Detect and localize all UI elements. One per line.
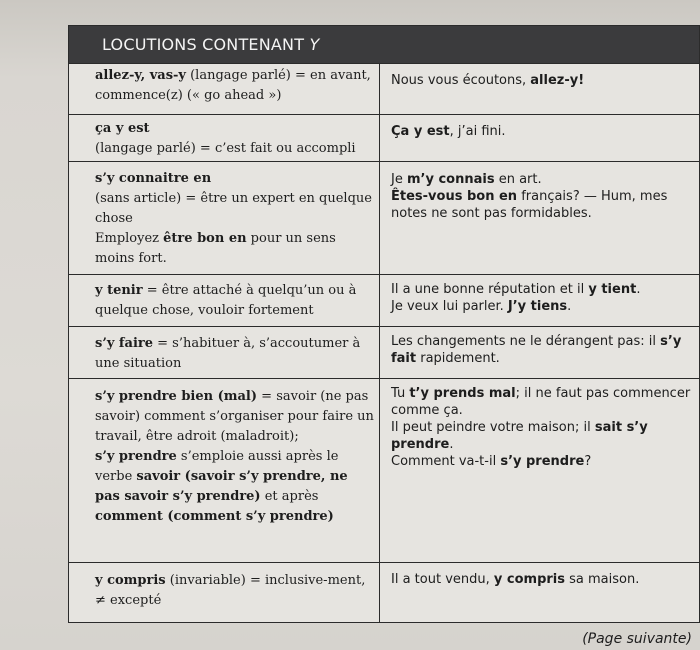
example-text: . (567, 299, 572, 314)
example-highlight: s’y prendre (500, 454, 585, 469)
expression-term: y compris (95, 573, 166, 588)
example-highlight: s’y fait (391, 334, 682, 366)
expression-cell (95, 66, 377, 106)
expression-cell (95, 334, 377, 374)
table-header (69, 26, 699, 63)
example-highlight: m’y connais (406, 172, 495, 187)
expression-cell (95, 281, 377, 321)
expression-cell (95, 571, 377, 611)
table-row (69, 378, 699, 562)
example-cell (391, 281, 691, 315)
expression-definition: (invariable) = inclusive-ment, ≠ excepté (95, 573, 366, 608)
expression-definition: = savoir (ne pas savoir) comment s’organiser pour faire un travail, être adroit (maladroit); (95, 389, 374, 444)
example-cell (391, 72, 691, 89)
example-highlight: y tient (588, 282, 637, 297)
example-text: Il a une bonne réputation et il (391, 282, 589, 297)
expression-note: et après (260, 489, 319, 504)
example-text: Comment va-t-il (391, 454, 501, 469)
example-text: Je (391, 172, 407, 187)
expression-note-term: comment (comment s’y prendre) (95, 509, 334, 524)
expression-term: ça y est (95, 121, 150, 136)
table-row (69, 63, 699, 114)
table-row (69, 161, 699, 274)
expression-note: Employez (95, 231, 164, 246)
example-text: ; il ne faut pas commencer comme ça. (391, 386, 691, 418)
example-cell (391, 385, 691, 470)
example-text: sa maison. (564, 572, 640, 587)
example-highlight: allez-y! (530, 73, 585, 88)
example-text: Nous vous écoutons, (391, 73, 531, 88)
example-text: Tu (391, 386, 410, 401)
expression-note-end: pour un sens moins fort. (95, 231, 336, 266)
example-text: en art. (494, 172, 542, 187)
example-cell (391, 333, 691, 367)
header-title-y: Y (309, 35, 320, 54)
expression-definition: (langage parlé) = c’est fait ou accompli (95, 141, 356, 156)
expression-cell (95, 119, 377, 159)
table-row (69, 562, 699, 623)
table-row (69, 274, 699, 326)
example-highlight: sait s’y prendre (391, 420, 648, 452)
example-highlight: y compris (493, 572, 565, 587)
example-cell (391, 171, 691, 222)
example-cell (391, 571, 691, 588)
locutions-table (68, 25, 700, 623)
expression-note-term: être bon en (163, 231, 247, 246)
expression-term: s’y connaitre en (95, 171, 212, 186)
expression-cell (95, 169, 377, 269)
expression-definition: (langage parlé) = en avant, commence(z) (« go ahead ») (95, 68, 371, 103)
expression-definition: = s’habituer à, s’accoutumer à une situation (95, 336, 361, 371)
expression-note-term: savoir (savoir s’y prendre, ne pas savoir s’y prendre) (95, 469, 348, 504)
example-cell (391, 123, 691, 140)
example-highlight: J’y tiens (507, 299, 568, 314)
example-highlight: t’y prends mal (409, 386, 516, 401)
expression-note-term: s’y prendre (95, 449, 177, 464)
expression-definition: = être attaché à quelqu’un ou à quelque chose, vouloir fortement (95, 283, 357, 318)
expression-term: s’y faire (95, 336, 153, 351)
example-text: . (636, 282, 641, 297)
example-text: Les changements ne le dérangent pas: il (391, 334, 661, 349)
example-text: français? — Hum, mes notes ne sont pas formidables. (391, 189, 668, 221)
example-text: Il peut peindre votre maison; il (391, 420, 595, 435)
expression-term: allez-y, vas-y (95, 68, 186, 83)
page-next-label: (Page suivante) (582, 631, 692, 647)
expression-term: s’y prendre bien (mal) (95, 389, 258, 404)
table-row (69, 114, 699, 161)
example-highlight: Êtes-vous bon en (391, 189, 518, 204)
example-text: Il a tout vendu, (391, 572, 494, 587)
example-highlight: Ça y est (391, 124, 450, 139)
expression-definition: (sans article) = être un expert en quelque chose (95, 191, 372, 226)
expression-term: y tenir (95, 283, 143, 298)
table-row (69, 326, 699, 378)
example-text: ? (584, 454, 592, 469)
header-title: LOCUTIONS CONTENANT (102, 35, 310, 54)
example-text: Je veux lui parler. (391, 299, 508, 314)
expression-cell (95, 387, 377, 527)
example-text: . (449, 437, 454, 452)
example-text: rapidement. (416, 351, 500, 366)
example-text: , j’ai fini. (449, 124, 506, 139)
expression-note: s’emploie aussi après le verbe (95, 449, 339, 484)
